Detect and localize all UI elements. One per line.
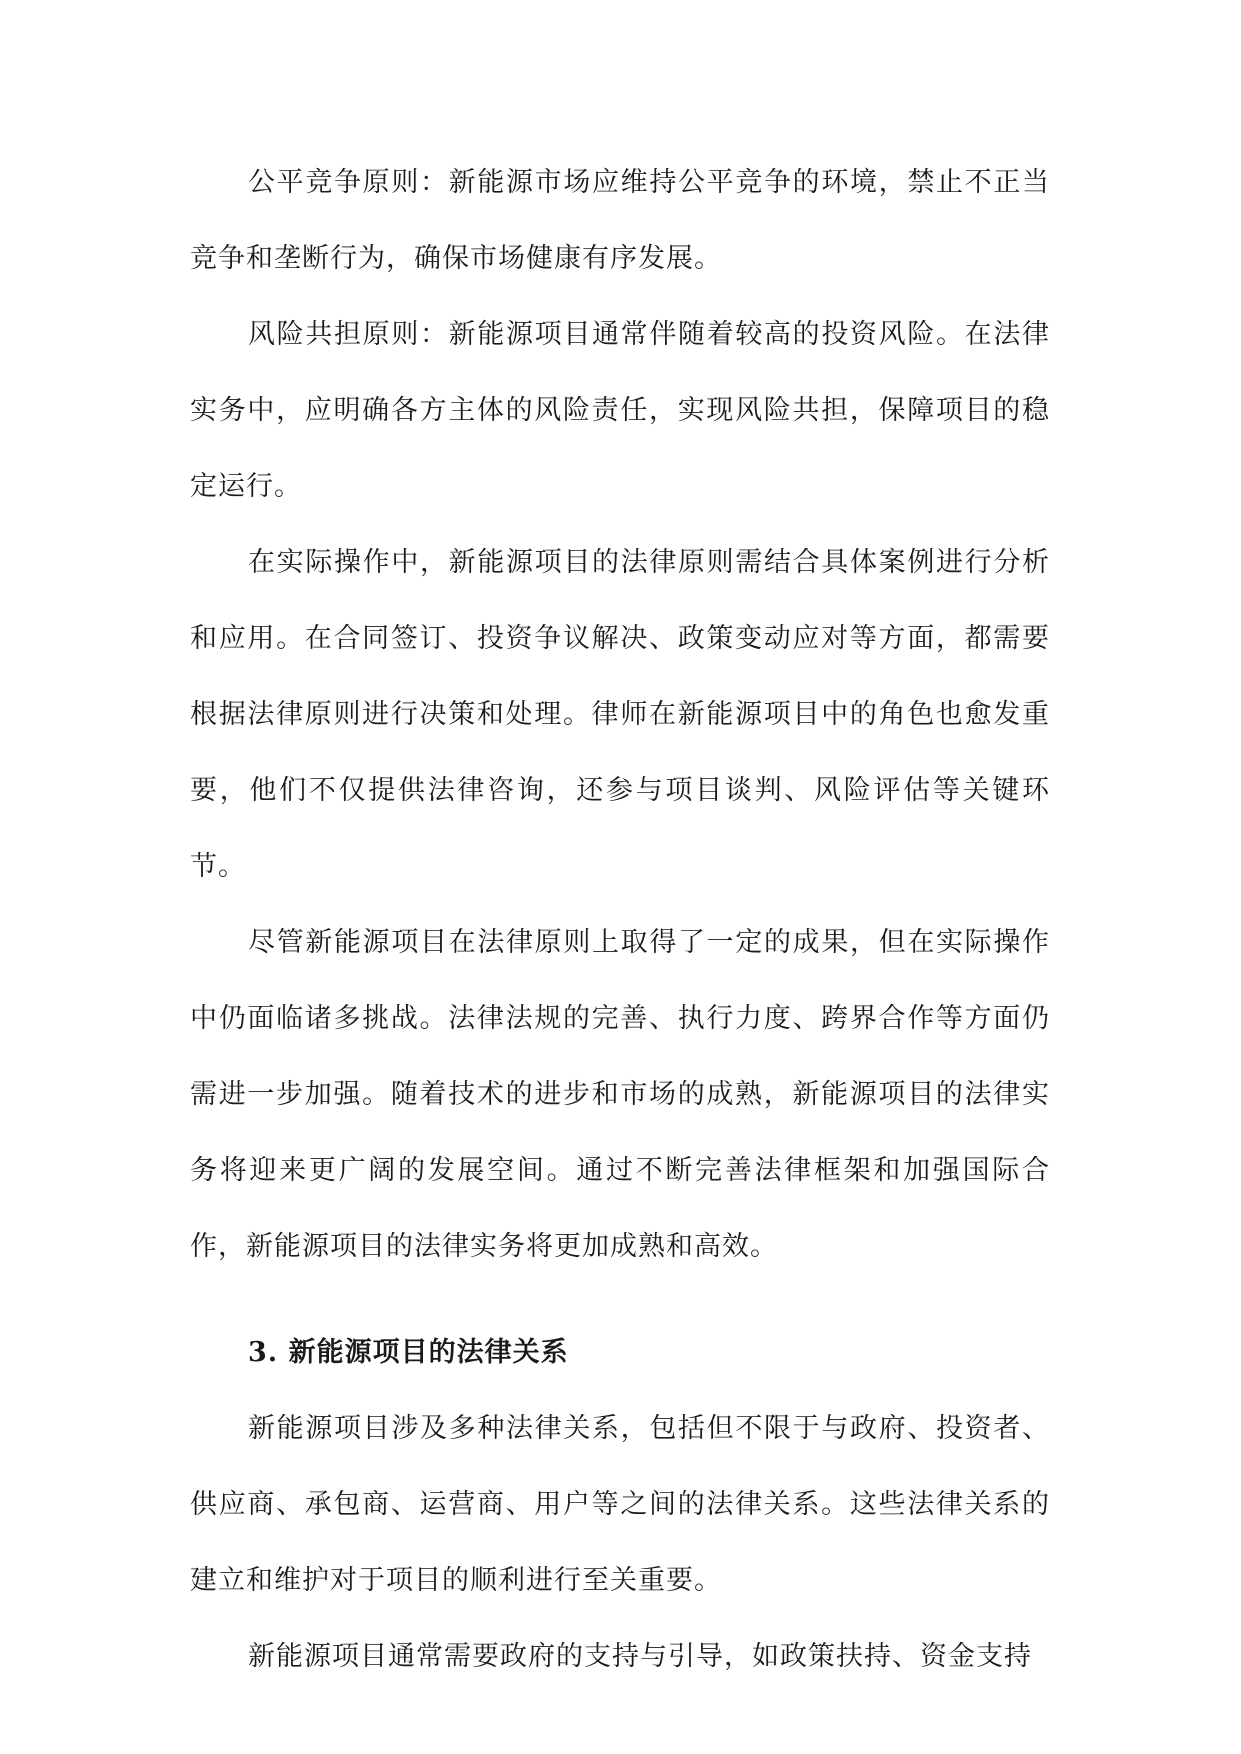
paragraph-challenges: 尽管新能源项目在法律原则上取得了一定的成果，但在实际操作中仍面临诸多挑战。法律法规的完善、执行力度、跨界合作等方面仍需进一步加强。随着技术的进步和市场的成熟，新能源项目的法律实务将迎来更广阔的发展空间。通过不断完善法律框架和加强国际合作，新能源项目的法律实务将更加成熟和高效。 [190, 927, 1050, 1262]
paragraph-practice: 在实际操作中，新能源项目的法律原则需结合具体案例进行分析和应用。在合同签订、投资争议解决、政策变动应对等方面，都需要根据法律原则进行决策和处理。律师在新能源项目中的角色也愈发重要，他们不仅提供法律咨询，还参与项目谈判、风险评估等关键环节。 [190, 547, 1050, 882]
paragraph-government-support: 新能源项目通常需要政府的支持与引导，如政策扶持、资金支持 [248, 1641, 1032, 1672]
paragraph-risk-sharing: 风险共担原则：新能源项目通常伴随着较高的投资风险。在法律实务中，应明确各方主体的风险责任，实现风险共担，保障项目的稳定运行。 [190, 319, 1050, 502]
document-body [190, 145, 1050, 1695]
paragraph-fair-competition: 公平竞争原则：新能源市场应维持公平竞争的环境，禁止不正当竞争和垄断行为，确保市场健康有序发展。 [190, 167, 1050, 274]
paragraph-legal-relations: 新能源项目涉及多种法律关系，包括但不限于与政府、投资者、供应商、承包商、运营商、用户等之间的法律关系。这些法律关系的建立和维护对于项目的顺利进行至关重要。 [190, 1413, 1050, 1596]
section-heading: 3. 新能源项目的法律关系 [248, 1337, 569, 1368]
